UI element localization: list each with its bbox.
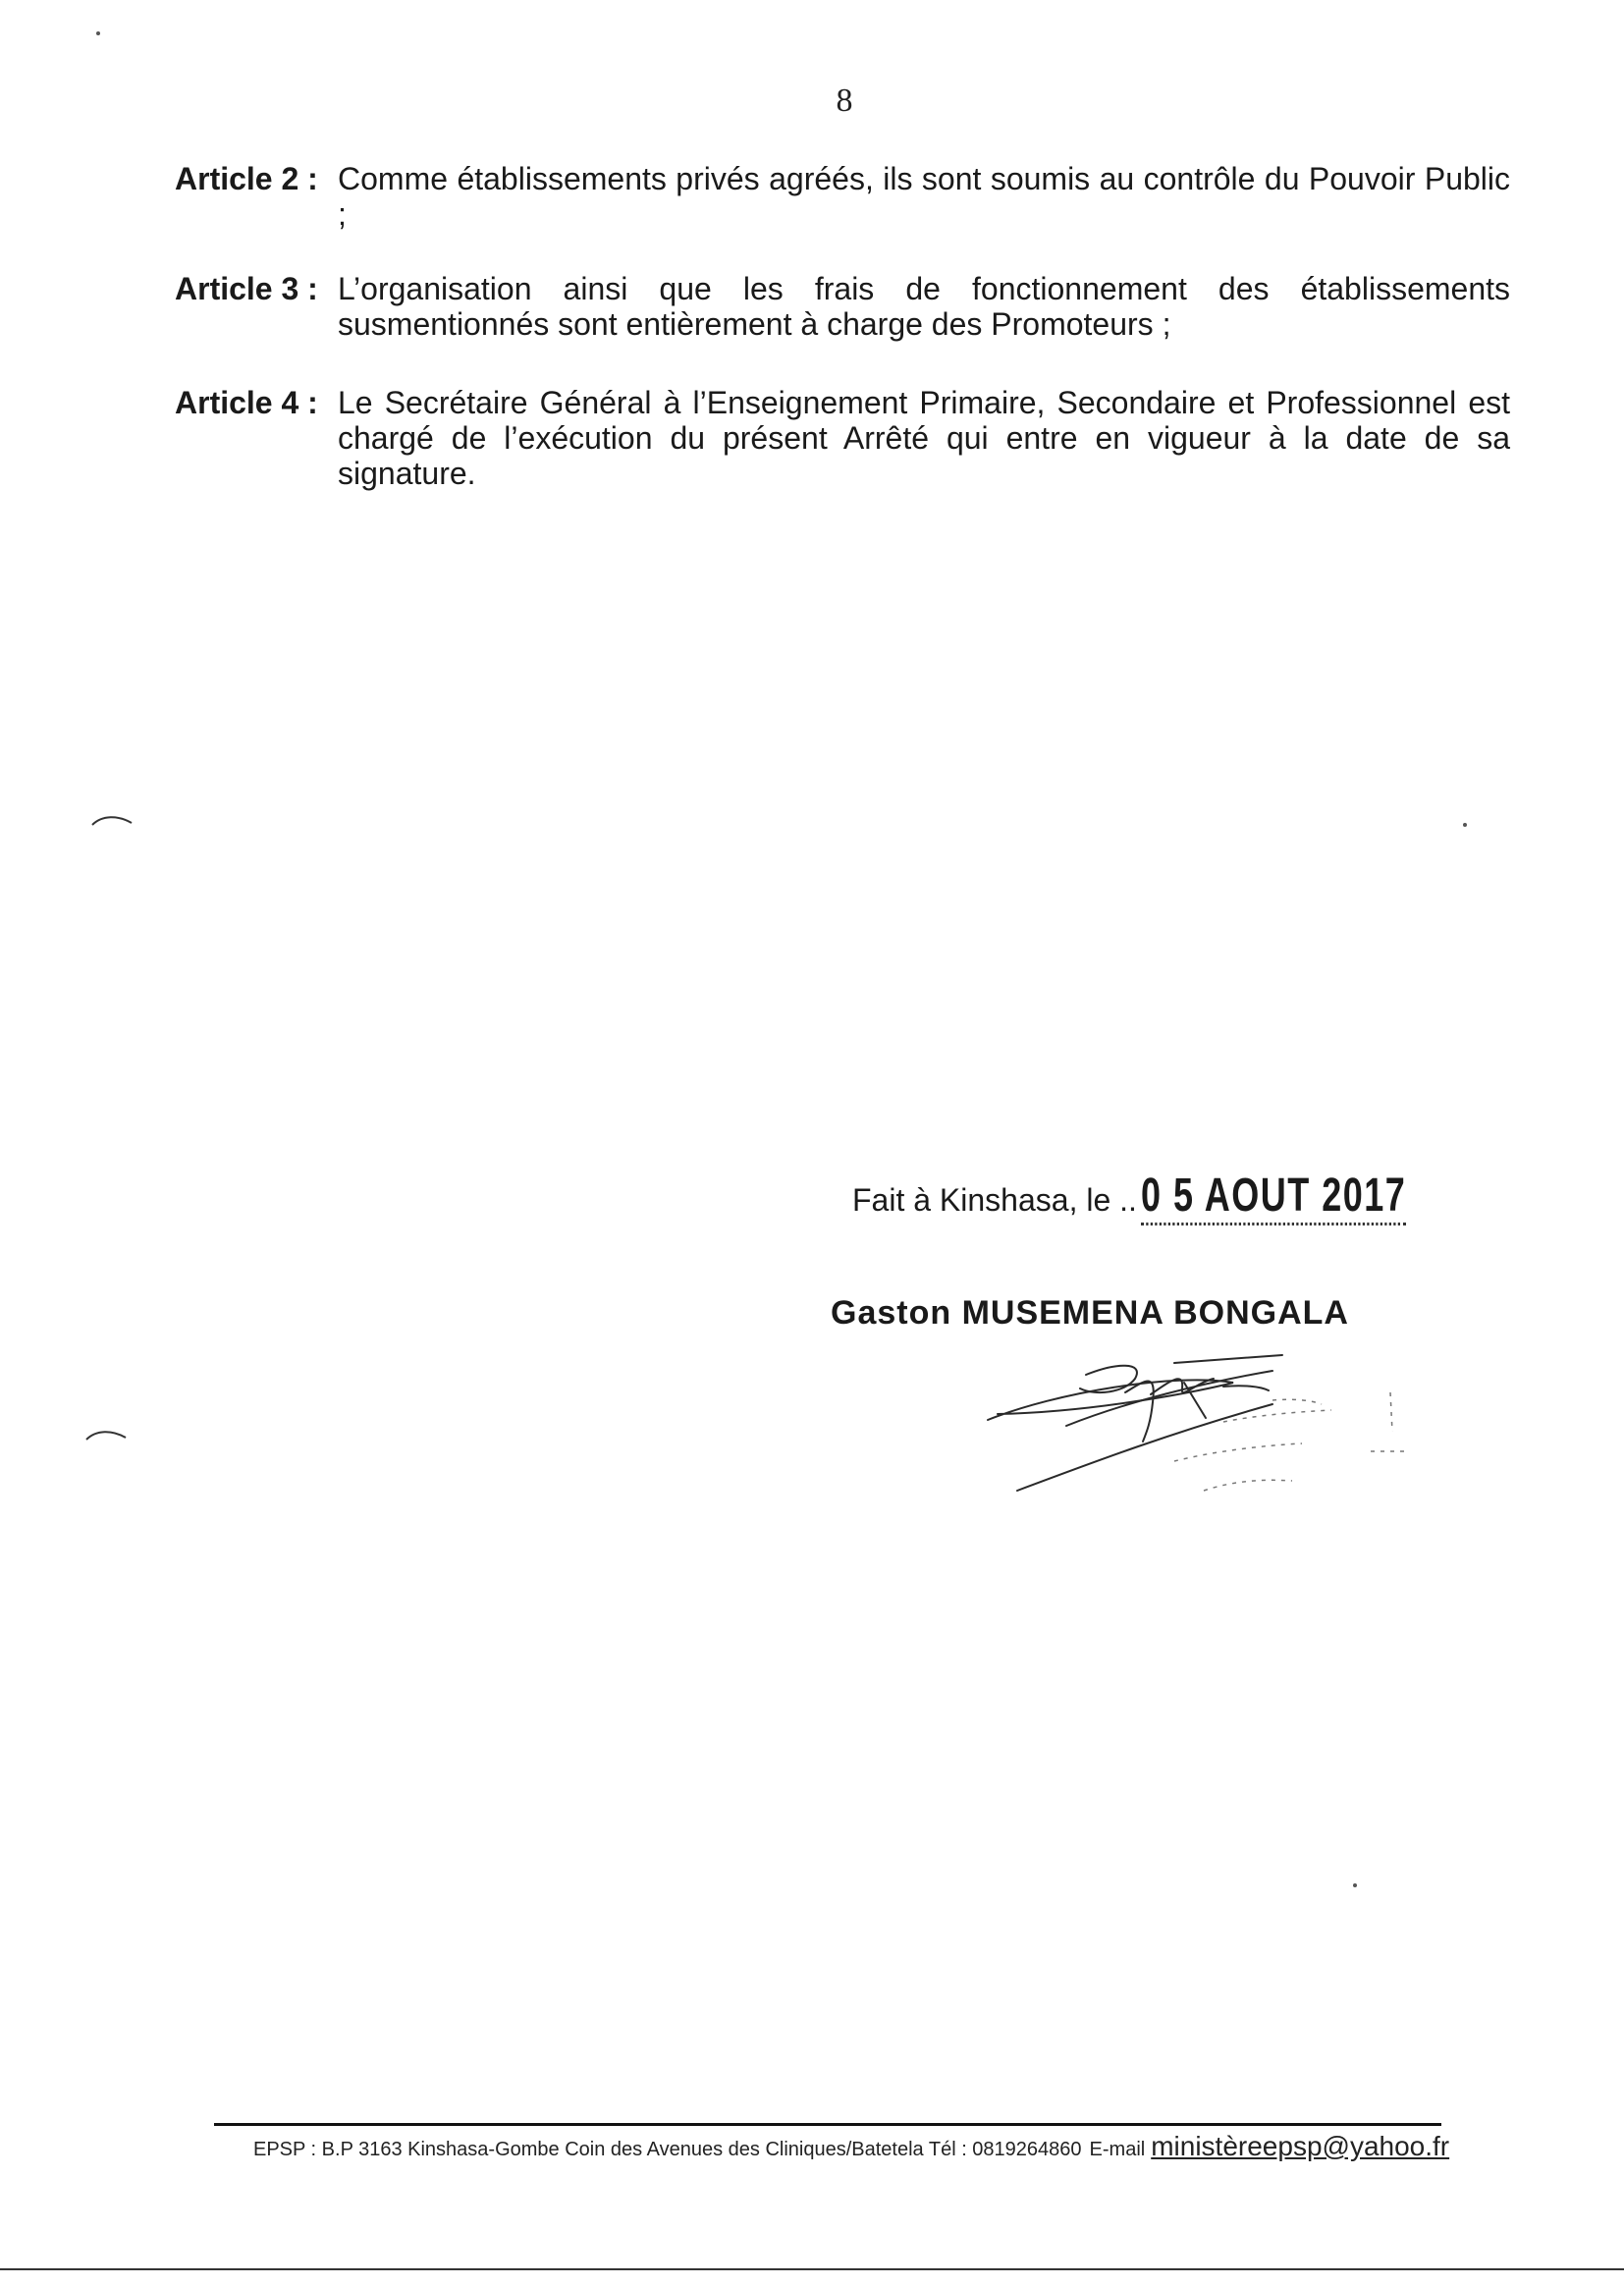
article-text: L’organisation ainsi que les frais de fonctionnement des établissements susmentionnés sont entièrement à charge des Promoteurs ; xyxy=(338,271,1510,342)
scan-mark xyxy=(84,1428,128,1442)
article-text: Le Secrétaire Général à l’Enseignement Primaire, Secondaire et Professionnel est chargé de l’exécution du présent Arrêté qui entre en vigueur à la date de sa signature. xyxy=(338,385,1510,491)
article-3 xyxy=(175,271,1510,342)
signer-name: Gaston MUSEMENA BONGALA xyxy=(831,1294,1349,1332)
scan-mark xyxy=(94,29,102,37)
article-label: Article 2 : xyxy=(175,161,318,196)
page-number: 8 xyxy=(836,82,853,119)
bottom-edge-rule xyxy=(0,2268,1624,2270)
signoff-line xyxy=(852,1169,1494,1225)
article-4 xyxy=(175,385,1510,491)
scan-mark xyxy=(1351,1881,1359,1889)
scan-mark xyxy=(1461,821,1469,829)
article-text: Comme établissements privés agréés, ils sont soumis au contrôle du Pouvoir Public ; xyxy=(338,161,1510,232)
signoff-place: Fait à Kinshasa, le .. xyxy=(852,1182,1137,1218)
footer-email[interactable]: ministèreepsp@yahoo.fr xyxy=(1151,2131,1450,2161)
footer-rule xyxy=(214,2123,1441,2126)
article-label: Article 3 : xyxy=(175,271,318,306)
article-2 xyxy=(175,161,1510,232)
footer-address: EPSP : B.P 3163 Kinshasa-Gombe Coin des Avenues des Cliniques/Batetela Tél : 0819264860 xyxy=(253,2139,1082,2160)
article-label: Article 4 : xyxy=(175,385,318,420)
footer-email-label: E-mail xyxy=(1089,2139,1146,2160)
handwritten-signature xyxy=(978,1353,1430,1550)
stamped-date: 0 5 AOUT 2017 xyxy=(1141,1169,1406,1225)
scan-mark xyxy=(90,813,134,827)
footer xyxy=(253,2131,1449,2162)
